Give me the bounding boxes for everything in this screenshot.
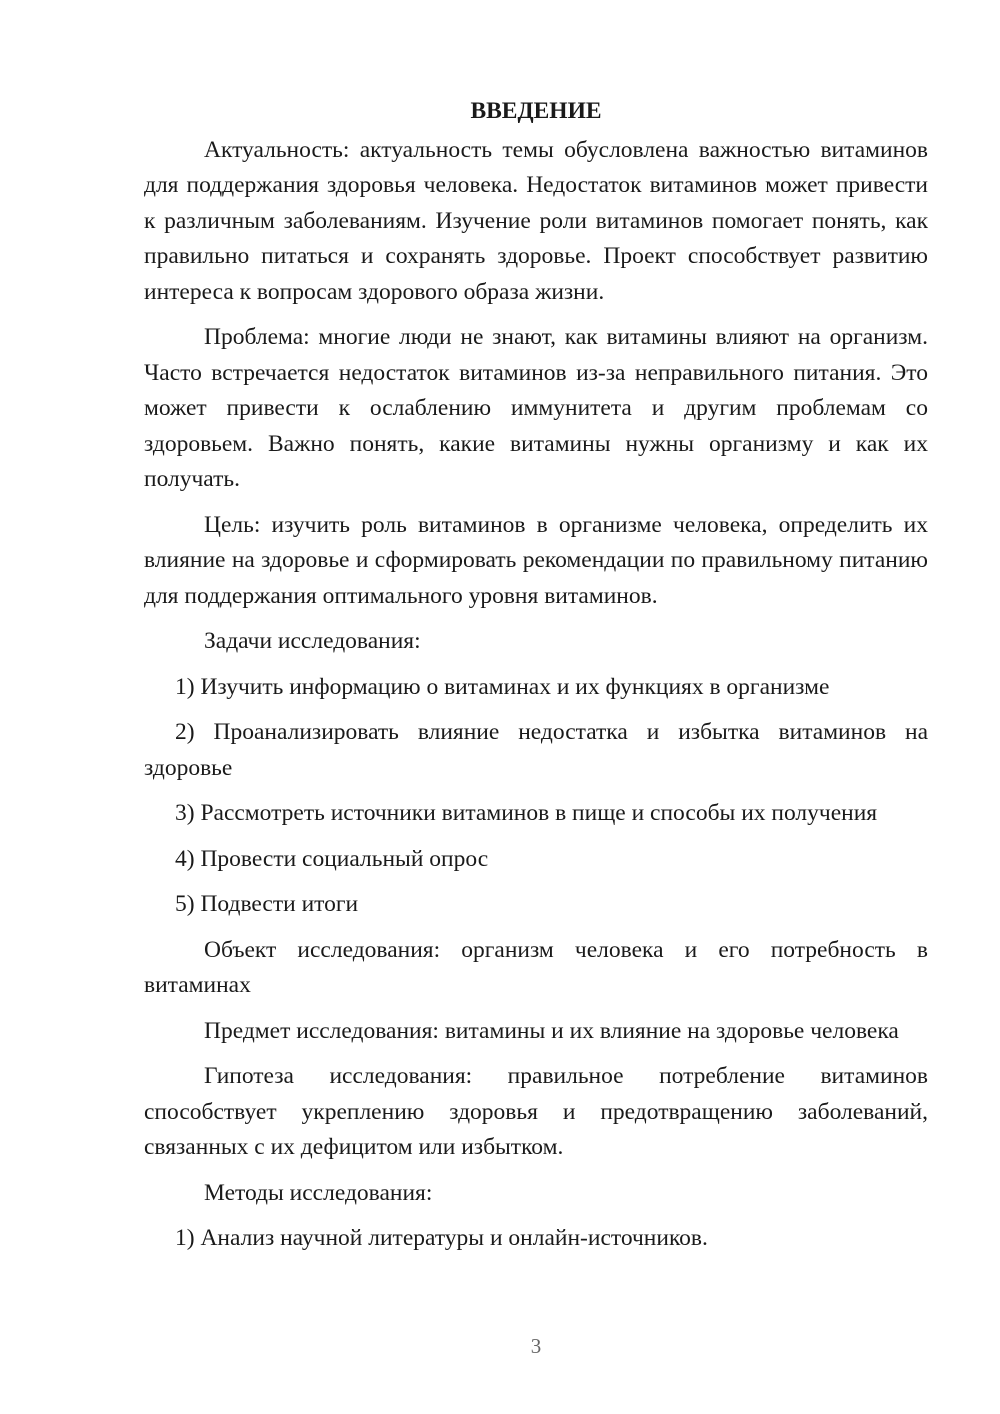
problem-paragraph: Проблема: многие люди не знают, как витамины влияют на организм. Часто встречается недостаток витаминов из-за неправильного питания. Это может привести к ослаблению иммунитета и другим проблемам со здоровьем. Важно понять, какие витамины нужны организму и как их получать. bbox=[144, 324, 928, 492]
page-body bbox=[144, 94, 928, 1267]
task-item-3: 3) Рассмотреть источники витаминов в пище и способы их получения bbox=[175, 800, 878, 826]
hypothesis-paragraph: Гипотеза исследования: правильное потребление витаминов способствует укреплению здоровья и предотвращению заболеваний, связанных с их дефицитом или избытком. bbox=[144, 1063, 928, 1160]
task-item-4: 4) Провести социальный опрос bbox=[175, 845, 489, 872]
method-item-1: 1) Анализ научной литературы и онлайн-источников. bbox=[175, 1225, 708, 1251]
task-item-2: 2) Проанализировать влияние недостатка и избытка витаминов на здоровье bbox=[144, 719, 928, 781]
task-item-1: 1) Изучить информацию о витаминах и их функциях в организме bbox=[175, 673, 830, 700]
goal-paragraph: Цель: изучить роль витаминов в организме человека, определить их влияние на здоровье и сформировать рекомендации по правильному питанию для поддержания оптимального уровня витаминов. bbox=[144, 511, 928, 609]
relevance-paragraph: Актуальность: актуальность темы обусловлена важностью витаминов для поддержания здоровья человека. Недостаток витаминов может привести к различным заболеваниям. Изучение роли витаминов помогает понять, как правильно питаться и сохранять здоровье. Проект способствует развитию интереса к вопросам здорового образа жизни. bbox=[144, 136, 928, 305]
page-number: 3 bbox=[530, 1334, 542, 1358]
methods-heading: Методы исследования: bbox=[204, 1179, 433, 1206]
object-paragraph: Объект исследования: организм человека и его потребность в витаминах bbox=[144, 936, 928, 998]
tasks-heading: Задачи исследования: bbox=[204, 628, 421, 654]
section-title: ВВЕДЕНИЕ bbox=[470, 98, 602, 124]
subject-paragraph: Предмет исследования: витамины и их влияние на здоровье человека bbox=[204, 1017, 899, 1044]
task-item-5: 5) Подвести итоги bbox=[175, 891, 359, 917]
